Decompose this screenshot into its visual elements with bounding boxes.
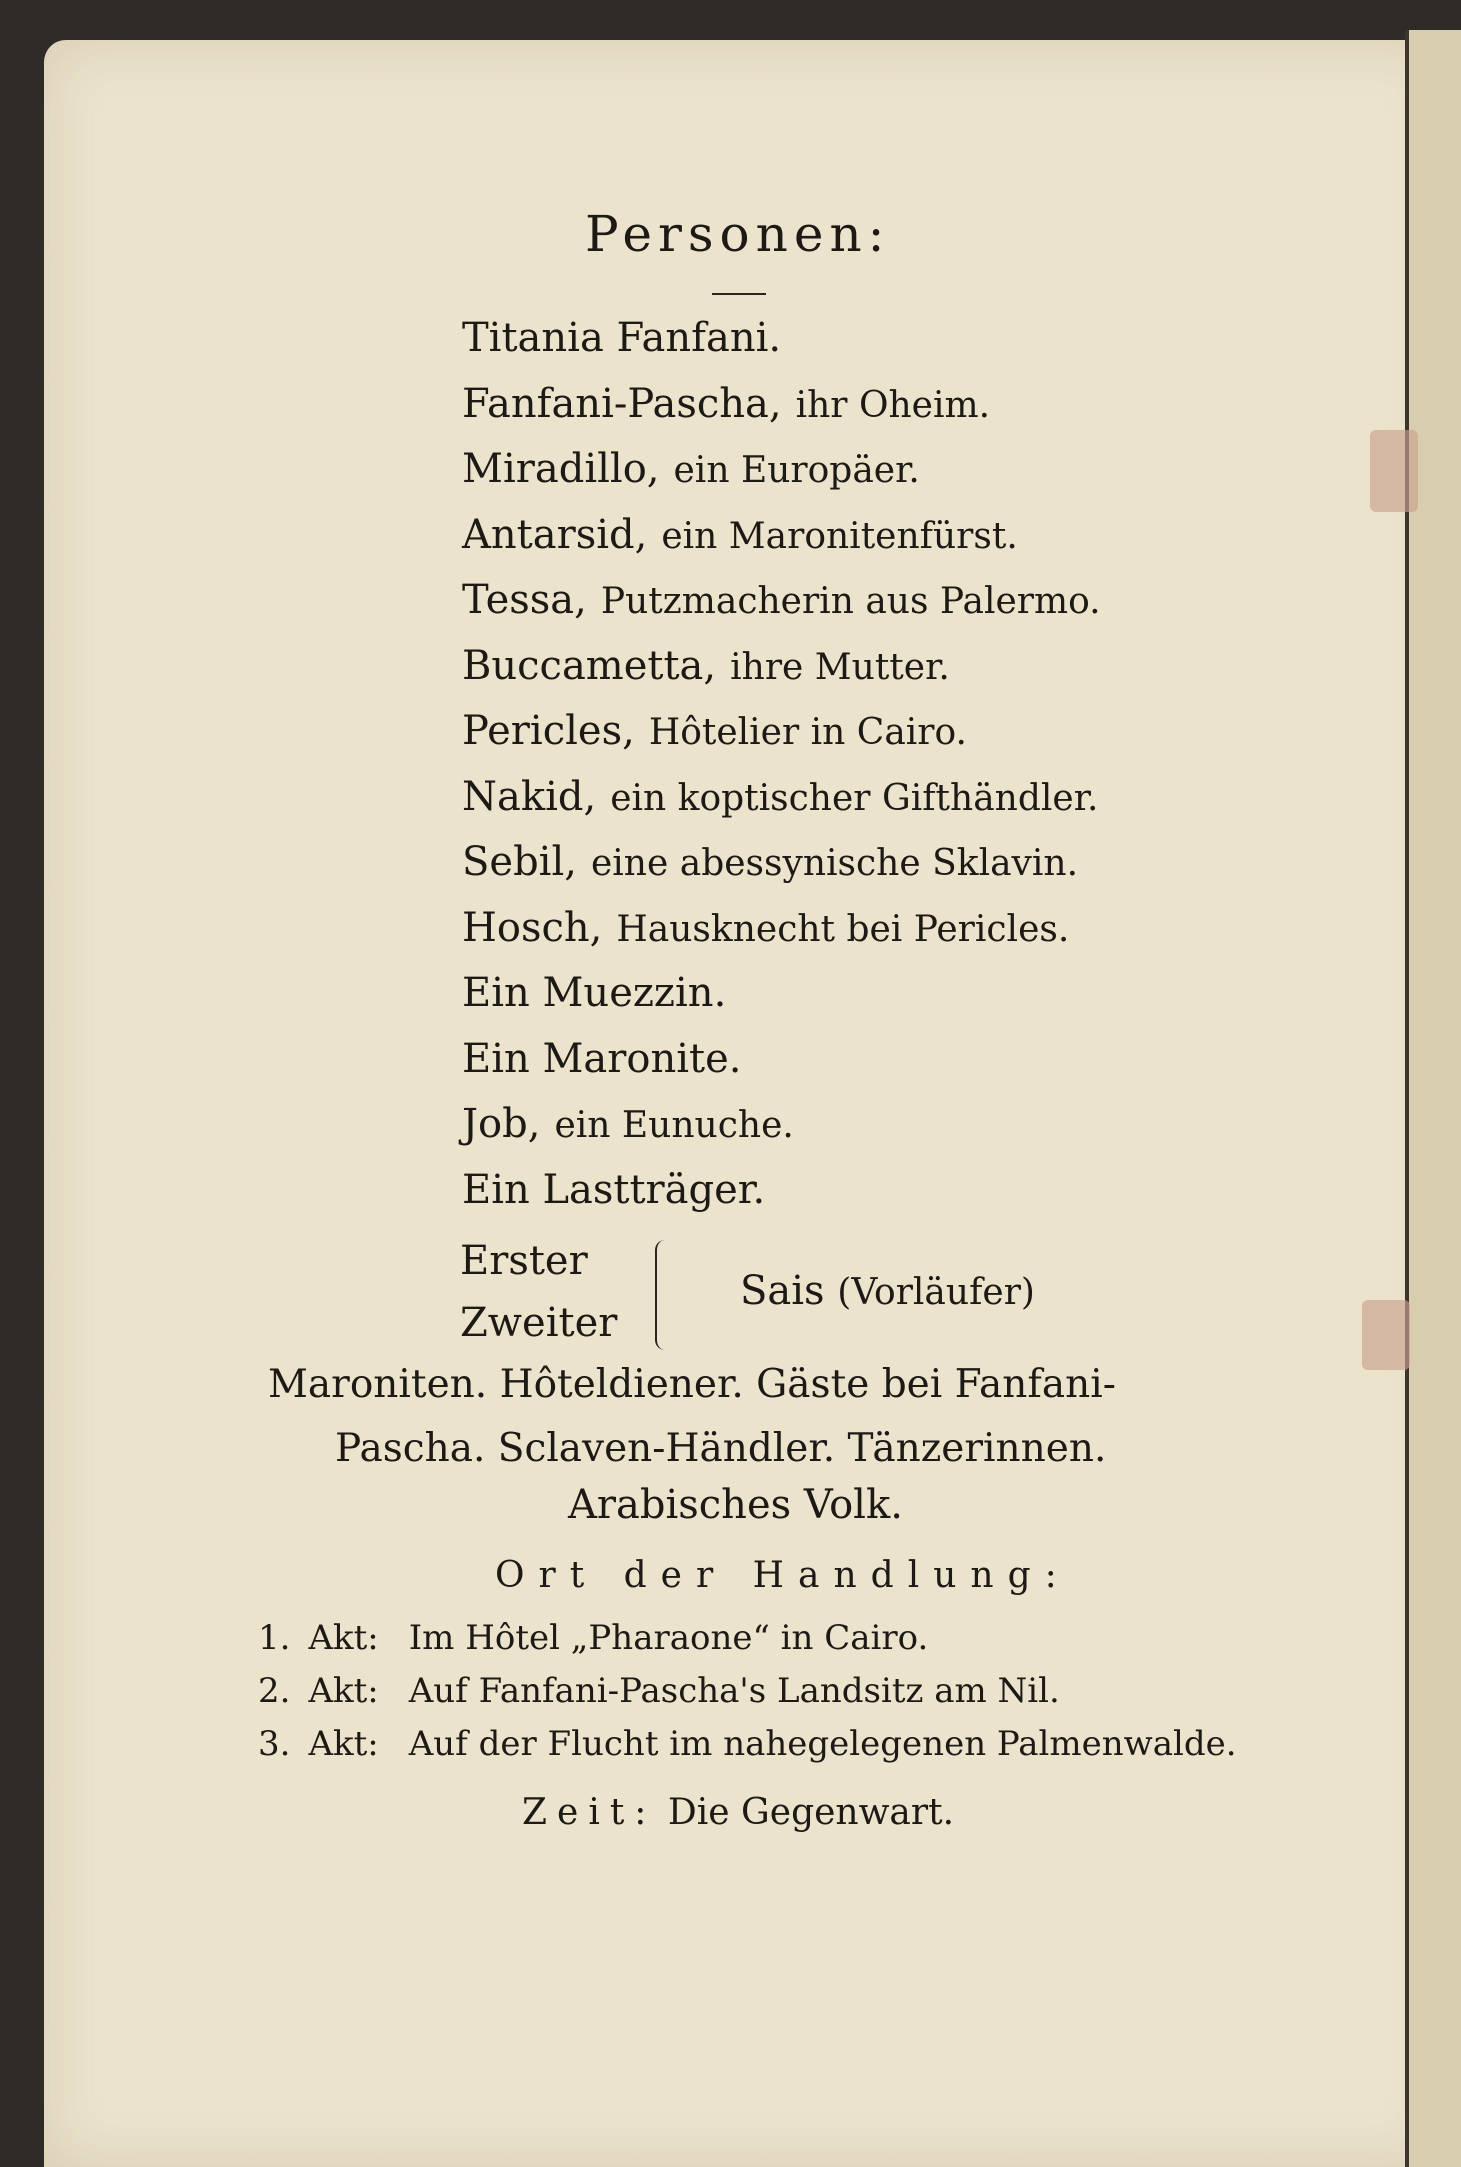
cast-member xyxy=(462,905,1069,951)
act-row xyxy=(258,1724,1237,1764)
cast-name: Ein Lastträger. xyxy=(462,1166,766,1213)
cast-description: ein Maronitenfürst. xyxy=(661,515,1018,557)
act-number: 3. xyxy=(258,1724,291,1764)
ensemble-line-1: Maroniten. Hôteldiener. Gäste bei Fanfani- xyxy=(268,1362,1116,1407)
cast-member xyxy=(462,643,950,689)
cast-member xyxy=(462,774,1098,820)
cast-member xyxy=(462,381,990,427)
act-place: Auf Fanfani-Pascha's Landsitz am Nil. xyxy=(408,1671,1060,1711)
act-label: Akt: xyxy=(308,1724,379,1764)
sais-label xyxy=(740,1268,1035,1314)
sais-first: Erster xyxy=(460,1238,588,1284)
time-label: Zeit: xyxy=(522,1792,657,1833)
cast-name: Hosch, xyxy=(462,904,603,951)
adjacent-page-edge xyxy=(1405,30,1461,2167)
time-value: Die Gegenwart. xyxy=(667,1792,955,1833)
cast-description: Hausknecht bei Pericles. xyxy=(616,908,1070,950)
act-row xyxy=(258,1618,928,1658)
time-line xyxy=(522,1792,954,1833)
act-row xyxy=(258,1671,1060,1711)
cast-name: Nakid, xyxy=(462,773,597,820)
cast-description: Putzmacherin aus Palermo. xyxy=(600,581,1101,622)
paper-stain xyxy=(1370,430,1418,512)
sais-name: Sais xyxy=(740,1268,825,1314)
cast-member xyxy=(462,1101,794,1147)
cast-description: Hôtelier in Cairo. xyxy=(648,712,967,753)
brace xyxy=(655,1240,671,1350)
cast-description: ein koptischer Gifthändler. xyxy=(610,777,1099,819)
act-label: Akt: xyxy=(308,1671,379,1711)
cast-name: Buccametta, xyxy=(462,642,717,689)
act-place: Im Hôtel „Pharaone“ in Cairo. xyxy=(408,1618,929,1658)
cast-name: Ein Muezzin. xyxy=(462,970,727,1016)
cast-name: Fanfani-Pascha, xyxy=(462,380,782,427)
page-title: Personen: xyxy=(585,205,891,263)
cast-description: eine abessynische Sklavin. xyxy=(590,843,1079,884)
cast-member xyxy=(462,512,1018,558)
act-number: 2. xyxy=(258,1671,291,1711)
cast-description: ihr Oheim. xyxy=(795,384,991,426)
cast-member xyxy=(462,1167,765,1213)
cast-name: Miradillo, xyxy=(462,446,660,492)
cast-description: ein Eunuche. xyxy=(554,1105,794,1146)
cast-name: Titania Fanfani. xyxy=(462,315,782,361)
cast-member xyxy=(462,577,1101,623)
cast-member xyxy=(462,315,781,361)
cast-member xyxy=(462,970,726,1016)
paper-stain xyxy=(1362,1300,1410,1370)
cast-member xyxy=(462,708,967,754)
sais-second: Zweiter xyxy=(460,1300,618,1346)
cast-name: Ein Maronite. xyxy=(462,1035,742,1082)
cast-member xyxy=(462,839,1078,885)
title-rule xyxy=(712,293,766,295)
cast-name: Tessa, xyxy=(462,577,587,623)
act-number: 1. xyxy=(258,1618,291,1658)
cast-name: Antarsid, xyxy=(462,511,648,558)
cast-description: ein Europäer. xyxy=(673,450,920,491)
cast-name: Job, xyxy=(462,1101,541,1147)
ensemble-line-3: Arabisches Volk. xyxy=(568,1482,903,1528)
cast-name: Pericles, xyxy=(462,708,635,754)
cast-name: Sebil, xyxy=(462,839,577,885)
cast-member xyxy=(462,1036,742,1082)
cast-member xyxy=(462,446,920,492)
ensemble-line-2: Pascha. Sclaven-Händler. Tänzerinnen. xyxy=(335,1426,1107,1471)
setting-heading: Ort der Handlung: xyxy=(495,1555,1071,1596)
sais-note: (Vorläufer) xyxy=(837,1272,1035,1313)
act-label: Akt: xyxy=(308,1618,379,1658)
act-place: Auf der Flucht im nahegelegenen Palmenwalde. xyxy=(408,1724,1237,1764)
cast-description: ihre Mutter. xyxy=(730,646,950,688)
